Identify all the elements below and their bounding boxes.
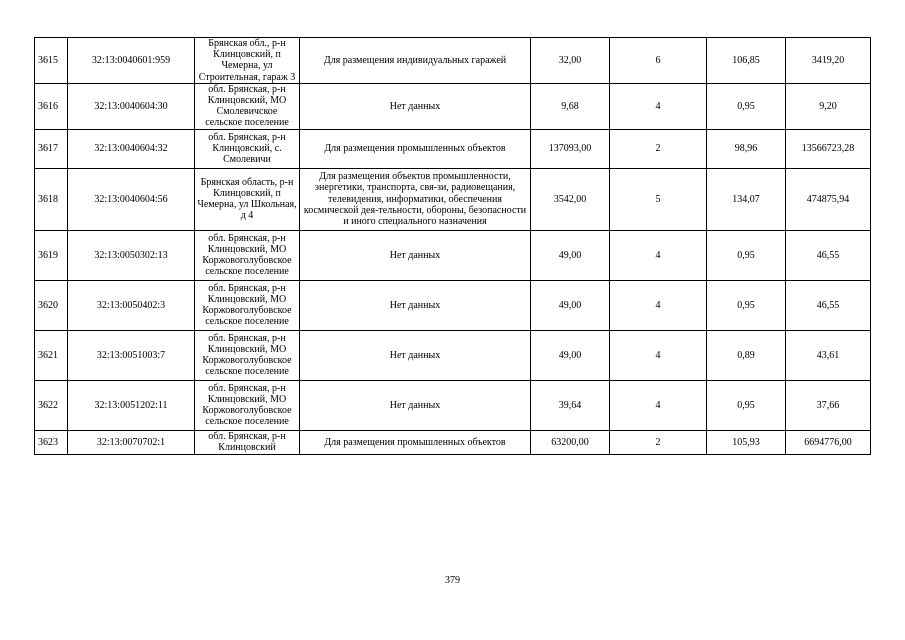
- cell-area: 137093,00: [531, 129, 610, 168]
- cell-specific-value: 134,07: [707, 168, 786, 230]
- table-row: [35, 129, 871, 168]
- cell-area: 63200,00: [531, 430, 610, 454]
- cell-area: 9,68: [531, 83, 610, 129]
- table-row: [35, 168, 871, 230]
- cell-area: 39,64: [531, 380, 610, 430]
- cell-number: 3618: [35, 168, 68, 230]
- cell-group: 2: [610, 430, 707, 454]
- cell-cadastral-value: 46,55: [786, 280, 871, 330]
- cell-address: обл. Брянская, р-н Клинцовский, с. Смолевичи: [195, 129, 300, 168]
- cadastral-table: [34, 37, 871, 455]
- cell-address: обл. Брянская, р-н Клинцовский, МО Коржовоголубовское сельское поселение: [195, 280, 300, 330]
- cell-specific-value: 0,95: [707, 380, 786, 430]
- cell-group: 4: [610, 230, 707, 280]
- cell-permitted-use: Для размещения промышленных объектов: [300, 430, 531, 454]
- cell-group: 4: [610, 280, 707, 330]
- cell-address: обл. Брянская, р-н Клинцовский, МО Коржовоголубовское сельское поселение: [195, 230, 300, 280]
- cell-specific-value: 0,95: [707, 230, 786, 280]
- cell-cadastral-number: 32:13:0040604:56: [68, 168, 195, 230]
- cell-address: обл. Брянская, р-н Клинцовский, МО Смолевичское сельское поселение: [195, 83, 300, 129]
- cell-address: Брянская область, р-н Клинцовский, п Чемерна, ул Школьная, д 4: [195, 168, 300, 230]
- table-row: [35, 280, 871, 330]
- cell-area: 49,00: [531, 330, 610, 380]
- cell-specific-value: 0,89: [707, 330, 786, 380]
- table-row: [35, 230, 871, 280]
- cell-specific-value: 98,96: [707, 129, 786, 168]
- cell-specific-value: 105,93: [707, 430, 786, 454]
- cell-number: 3616: [35, 83, 68, 129]
- cell-number: 3623: [35, 430, 68, 454]
- cell-cadastral-value: 474875,94: [786, 168, 871, 230]
- cell-cadastral-value: 3419,20: [786, 38, 871, 84]
- cell-specific-value: 0,95: [707, 280, 786, 330]
- cell-permitted-use: Нет данных: [300, 230, 531, 280]
- cell-cadastral-number: 32:13:0050402:3: [68, 280, 195, 330]
- cell-cadastral-value: 6694776,00: [786, 430, 871, 454]
- cell-area: 49,00: [531, 230, 610, 280]
- cell-cadastral-value: 46,55: [786, 230, 871, 280]
- cell-area: 3542,00: [531, 168, 610, 230]
- cell-cadastral-number: 32:13:0051003:7: [68, 330, 195, 380]
- table-row: [35, 38, 871, 84]
- cell-specific-value: 0,95: [707, 83, 786, 129]
- cell-cadastral-number: 32:13:0051202:11: [68, 380, 195, 430]
- table-row: [35, 330, 871, 380]
- cell-permitted-use: Для размещения объектов промышленности, энергетики, транспорта, свя-зи, радиовещания, телевидения, информатики, обеспечения космической дея-тельности, обороны, безопасности и иного специального назначения: [300, 168, 531, 230]
- cell-cadastral-number: 32:13:0070702:1: [68, 430, 195, 454]
- cell-cadastral-value: 43,61: [786, 330, 871, 380]
- cell-permitted-use: Нет данных: [300, 380, 531, 430]
- cell-number: 3620: [35, 280, 68, 330]
- cell-number: 3619: [35, 230, 68, 280]
- cell-address: Брянская обл., р-н Клинцовский, п Чемерна, ул Строительная, гараж 3: [195, 38, 300, 84]
- cell-address: обл. Брянская, р-н Клинцовский: [195, 430, 300, 454]
- cell-permitted-use: Для размещения промышленных объектов: [300, 129, 531, 168]
- cell-address: обл. Брянская, р-н Клинцовский, МО Коржовоголубовское сельское поселение: [195, 380, 300, 430]
- cell-cadastral-value: 13566723,28: [786, 129, 871, 168]
- cell-number: 3617: [35, 129, 68, 168]
- cell-permitted-use: Нет данных: [300, 280, 531, 330]
- cell-cadastral-value: 37,66: [786, 380, 871, 430]
- cell-cadastral-number: 32:13:0040604:32: [68, 129, 195, 168]
- cell-cadastral-number: 32:13:0040601:959: [68, 38, 195, 84]
- table-row: [35, 380, 871, 430]
- cell-permitted-use: Нет данных: [300, 330, 531, 380]
- cell-group: 5: [610, 168, 707, 230]
- cell-number: 3621: [35, 330, 68, 380]
- cell-group: 4: [610, 83, 707, 129]
- cell-permitted-use: Нет данных: [300, 83, 531, 129]
- cell-number: 3622: [35, 380, 68, 430]
- cell-group: 4: [610, 330, 707, 380]
- cell-cadastral-number: 32:13:0050302:13: [68, 230, 195, 280]
- table-row: [35, 83, 871, 129]
- cell-group: 6: [610, 38, 707, 84]
- cell-cadastral-value: 9,20: [786, 83, 871, 129]
- cell-group: 4: [610, 380, 707, 430]
- cell-group: 2: [610, 129, 707, 168]
- cell-cadastral-number: 32:13:0040604:30: [68, 83, 195, 129]
- cell-area: 49,00: [531, 280, 610, 330]
- table-row: [35, 430, 871, 454]
- page-number: 379: [445, 575, 460, 586]
- cell-address: обл. Брянская, р-н Клинцовский, МО Коржовоголубовское сельское поселение: [195, 330, 300, 380]
- cell-specific-value: 106,85: [707, 38, 786, 84]
- cell-number: 3615: [35, 38, 68, 84]
- table-body: [35, 38, 871, 455]
- cell-permitted-use: Для размещения индивидуальных гаражей: [300, 38, 531, 84]
- cell-area: 32,00: [531, 38, 610, 84]
